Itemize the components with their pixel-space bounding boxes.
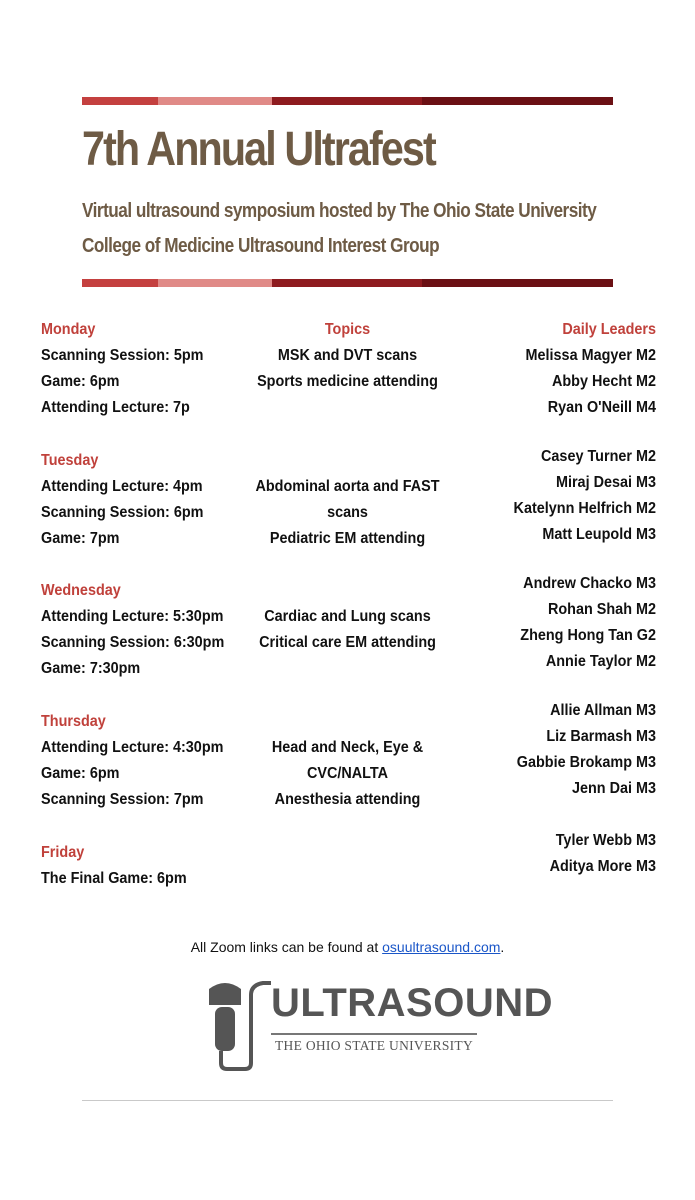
zoom-links-note (0, 939, 695, 955)
leader-item: Liz Barmash M3 (546, 728, 656, 745)
leader-item: Melissa Magyer M2 (525, 347, 656, 364)
leader-item: Zheng Hong Tan G2 (520, 627, 656, 644)
schedule-item: Scanning Session: 7pm (41, 791, 204, 808)
logo-wordmark: ULTRASOUND (271, 981, 554, 1025)
schedule-item: The Final Game: 6pm (41, 870, 187, 887)
website-link[interactable]: osuultrasound.com (382, 939, 501, 955)
leader-item: Miraj Desai M3 (555, 474, 656, 491)
topic-item: Head and Neck, Eye & (271, 739, 424, 756)
bottom-color-rule (82, 279, 613, 287)
top-color-rule (82, 97, 613, 105)
day-heading: Friday (41, 844, 85, 861)
topic-item: Anesthesia attending (274, 791, 421, 808)
schedule-item: Game: 7pm (41, 530, 120, 547)
day-heading: Monday (41, 321, 96, 338)
schedule-item: Attending Lecture: 4:30pm (41, 739, 224, 756)
leader-item: Annie Taylor M2 (545, 653, 656, 670)
topic-item: Sports medicine attending (257, 373, 438, 390)
note-prefix: All Zoom links can be found at (190, 939, 383, 955)
topics-heading: Topics (324, 321, 371, 338)
topic-item: MSK and DVT scans (277, 347, 418, 364)
topic-item: Critical care EM attending (259, 634, 436, 651)
leader-item: Rohan Shah M2 (547, 601, 656, 618)
ultrasound-logo (205, 975, 554, 1075)
subtitle-line-1: Virtual ultrasound symposium hosted by The Ohio State University (82, 200, 597, 222)
day-heading: Wednesday (41, 582, 121, 599)
schedule-item: Scanning Session: 5pm (41, 347, 204, 364)
schedule-item: Game: 6pm (41, 765, 120, 782)
topic-item: Abdominal aorta and FAST (255, 478, 440, 495)
topic-item: scans (327, 504, 368, 521)
leader-item: Katelynn Helfrich M2 (513, 500, 656, 517)
leader-item: Tyler Webb M3 (555, 832, 656, 849)
schedule-item: Game: 7:30pm (41, 660, 141, 677)
leader-item: Matt Leupold M3 (542, 526, 656, 543)
topic-item: Pediatric EM attending (269, 530, 426, 547)
schedule-item: Attending Lecture: 5:30pm (41, 608, 224, 625)
leader-item: Gabbie Brokamp M3 (516, 754, 656, 771)
subtitle-line-2: College of Medicine Ultrasound Interest Group (82, 235, 440, 257)
schedule-item: Scanning Session: 6pm (41, 504, 204, 521)
leader-item: Aditya More M3 (549, 858, 656, 875)
leader-item: Andrew Chacko M3 (523, 575, 656, 592)
schedule-item: Attending Lecture: 7p (41, 399, 190, 416)
schedule-item: Game: 6pm (41, 373, 120, 390)
day-heading: Tuesday (41, 452, 99, 469)
day-block-friday (41, 840, 281, 892)
leader-item: Allie Allman M3 (550, 702, 656, 719)
day-heading: Thursday (41, 713, 106, 730)
leader-item: Abby Hecht M2 (551, 373, 656, 390)
schedule-item: Attending Lecture: 4pm (41, 478, 203, 495)
leader-item: Casey Turner M2 (541, 448, 656, 465)
topic-item: Cardiac and Lung scans (264, 608, 431, 625)
note-suffix: . (500, 939, 505, 955)
page-bottom-divider (82, 1100, 613, 1101)
leaders-heading: Daily Leaders (562, 321, 656, 338)
leader-item: Ryan O'Neill M4 (547, 399, 656, 416)
leader-item: Jenn Dai M3 (571, 780, 656, 797)
event-title: 7th Annual Ultrafest (82, 123, 435, 176)
schedule-item: Scanning Session: 6:30pm (41, 634, 225, 651)
ultrasound-probe-icon (205, 975, 275, 1075)
topic-item: CVC/NALTA (306, 765, 389, 782)
logo-divider (271, 1033, 477, 1035)
logo-institution: THE OHIO STATE UNIVERSITY (275, 1038, 474, 1053)
